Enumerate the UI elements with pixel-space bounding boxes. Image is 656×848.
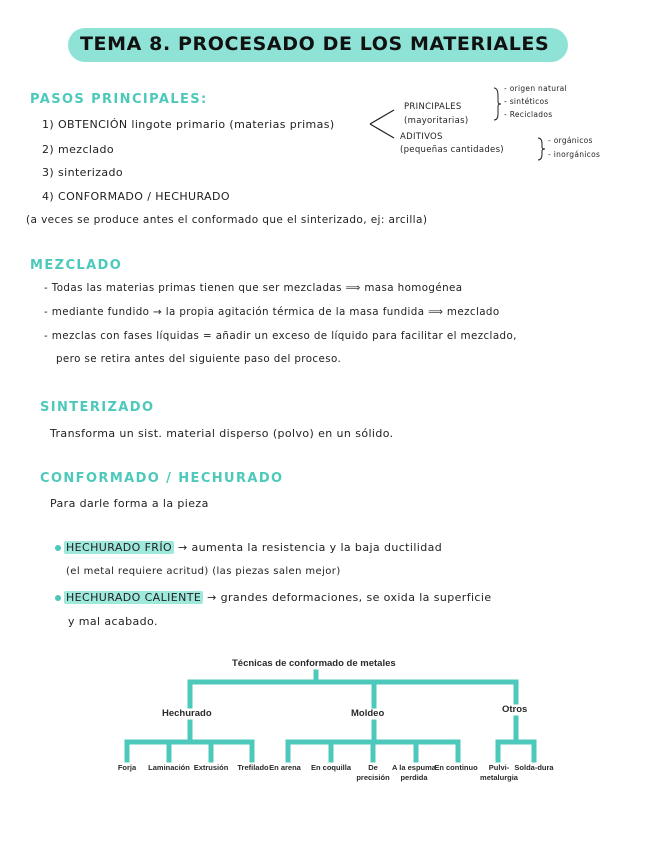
mezclado-line-2: - mediante fundido → la propia agitación térmica de la masa fundida ⟹ mezclado: [44, 306, 500, 318]
aditivos-type-2: - inorgánicos: [548, 150, 601, 159]
caliente-text: → grandes deformaciones, se oxida la superficie: [207, 591, 492, 604]
paso-3: 3) sinterizado: [42, 166, 124, 179]
frio-text-2: (el metal requiere acritud) (las piezas salen mejor): [66, 566, 341, 577]
aditivos-label: ADITIVOS: [400, 132, 443, 142]
leaf-a-la-espuma-perdida: A la espuma perdida: [392, 763, 436, 782]
sinterizado-text: Transforma un sist. material disperso (polvo) en un sólido.: [50, 427, 394, 440]
conformado-heading: CONFORMADO / HECHURADO: [40, 471, 284, 486]
leaf-en-coquilla: En coquilla: [310, 763, 351, 772]
conformado-intro: Para darle forma a la pieza: [50, 497, 209, 510]
branch-hechurado: Hechurado: [162, 708, 212, 719]
pasos-heading: PASOS PRINCIPALES:: [30, 92, 208, 107]
paso-1: 1) OBTENCIÓN lingote primario (materias primas): [42, 118, 335, 131]
paso-4: 4) CONFORMADO / HECHURADO: [42, 190, 230, 203]
leaf-en-arena: En arena: [269, 763, 301, 772]
leaf-trefilado: Trefilado: [237, 763, 269, 772]
aditivos-sub: (pequeñas cantidades): [400, 145, 504, 155]
diagram-root: Técnicas de conformado de metales: [232, 658, 396, 669]
aditivos-type-1: - orgánicos: [548, 136, 593, 145]
caliente-text-2: y mal acabado.: [68, 615, 158, 628]
mezclado-line-4: pero se retira antes del siguiente paso del proceso.: [56, 353, 342, 365]
leaf-en-continuo: En continuo: [434, 763, 478, 772]
frio-label: HECHURADO FRÍO: [66, 541, 173, 554]
principales-label: PRINCIPALES: [404, 102, 462, 112]
branch-moldeo: Moldeo: [351, 708, 385, 719]
caliente-label: HECHURADO CALIENTE: [66, 591, 202, 604]
leaf-de-precision: De precisión: [356, 763, 390, 782]
principales-sub: (mayoritarias): [404, 116, 469, 126]
frio-text: → aumenta la resistencia y la baja ductilidad: [177, 541, 443, 554]
leaf-extrusion: Extrusión: [193, 763, 229, 772]
mezclado-line-1: - Todas las materias primas tienen que ser mezcladas ⟹ masa homogénea: [44, 282, 463, 294]
principales-type-2: - sintéticos: [504, 97, 549, 106]
sinterizado-heading: SINTERIZADO: [40, 400, 155, 415]
mezclado-heading: MEZCLADO: [30, 258, 123, 273]
leaf-laminacion: Laminación: [148, 763, 190, 772]
principales-type-3: - Reciclados: [504, 110, 553, 119]
pasos-note: (a veces se produce antes el conformado que el sinterizado, ej: arcilla): [26, 214, 428, 226]
paso-2: 2) mezclado: [42, 143, 115, 156]
leaf-forja: Forja: [117, 763, 137, 772]
leaf-pulvimetalurgia: Pulvi-metalurgia: [480, 763, 518, 782]
branch-otros: Otros: [502, 704, 528, 715]
mezclado-line-3: - mezclas con fases líquidas = añadir un exceso de líquido para facilitar el mezclado,: [44, 330, 517, 342]
principales-type-1: - origen natural: [504, 84, 567, 93]
page-title: TEMA 8. PROCESADO DE LOS MATERIALES: [80, 33, 550, 55]
leaf-soldadura: Solda-dura: [514, 763, 554, 772]
